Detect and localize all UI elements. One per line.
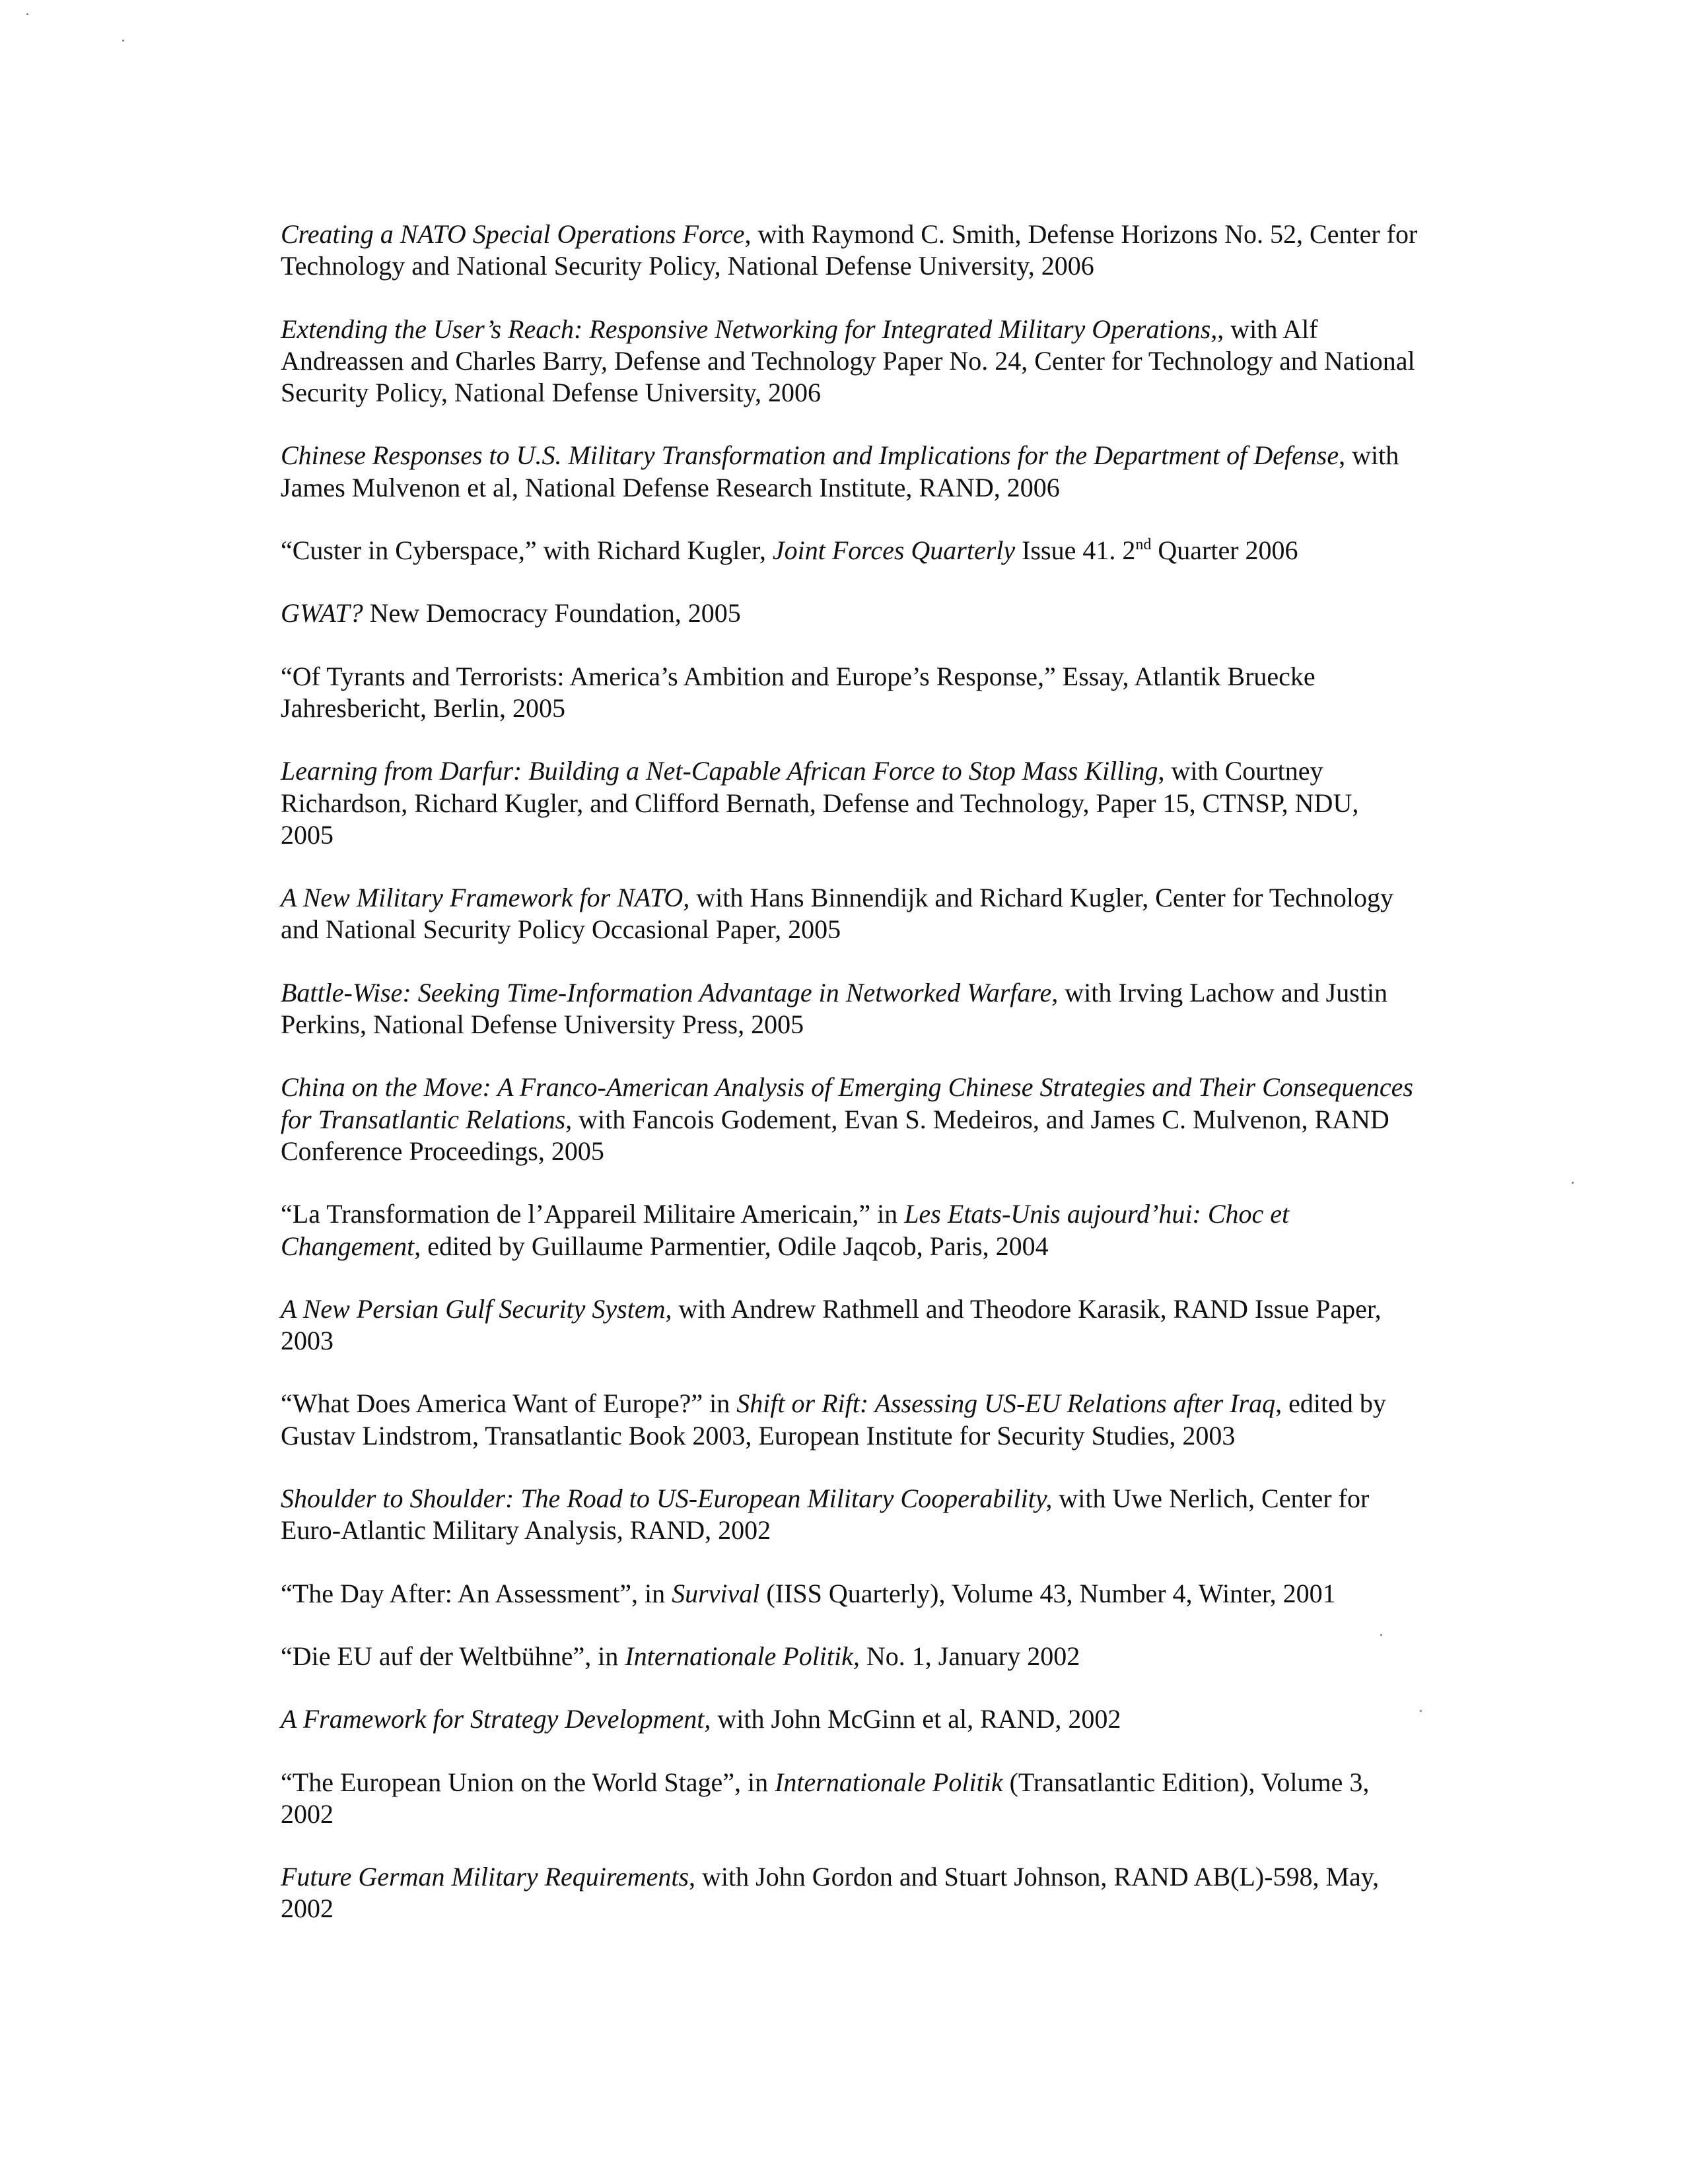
italic-title-text: Les Etats-Unis aujourd’hui: Choc et — [904, 1199, 1290, 1229]
citation-text: “The Day After: An Assessment”, in — [281, 1578, 672, 1608]
citation-text: “Custer in Cyberspace,” with Richard Kugler, — [281, 535, 773, 566]
bibliography-entry — [281, 882, 1502, 946]
italic-title-text: Internationale Politik — [775, 1767, 1003, 1797]
bibliography-entry — [281, 1293, 1502, 1357]
entry-line — [281, 1293, 1502, 1325]
citation-text: New Democracy Foundation, 2005 — [363, 598, 741, 629]
citation-text: No. 1, January 2002 — [859, 1641, 1080, 1671]
citation-text: (Transatlantic Edition), Volume 3, — [1002, 1767, 1370, 1797]
citation-text: Andreassen and Charles Barry, Defense and Technology Paper No. 24, Center for Technology and National — [281, 345, 1415, 376]
citation-text: 2003 — [281, 1326, 333, 1356]
citation-text: , with — [1339, 440, 1399, 471]
citation-text: Quarter 2006 — [1151, 535, 1298, 566]
italic-title-text: Shift or Rift: Assessing US-EU Relations after Iraq — [736, 1388, 1276, 1419]
citation-text: “The European Union on the World Stage”, in — [281, 1767, 775, 1797]
bibliography-entry — [281, 977, 1502, 1041]
entry-line — [281, 819, 1502, 851]
entry-line — [281, 1388, 1502, 1419]
scan-speck — [1380, 1634, 1382, 1636]
italic-title-text: Future German Military Requirements — [281, 1862, 689, 1892]
bibliography-entry — [281, 1767, 1502, 1831]
citation-text: Security Policy, National Defense University, 2006 — [281, 378, 821, 408]
entry-line — [281, 1072, 1502, 1103]
bibliography-entry — [281, 1861, 1502, 1925]
bibliography-entry — [281, 440, 1502, 504]
citation-text: Euro-Atlantic Military Analysis, RAND, 2002 — [281, 1515, 771, 1546]
citation-text: Perkins, National Defense University Press, 2005 — [281, 1009, 804, 1040]
entry-line — [281, 1136, 1502, 1167]
entry-line — [281, 1515, 1502, 1546]
entry-line — [281, 314, 1502, 345]
entry-line — [281, 788, 1502, 819]
citation-text: Issue 41. 2 — [1015, 535, 1136, 566]
italic-title-text: A New Military Framework for NATO, — [281, 883, 690, 913]
entry-line — [281, 882, 1502, 914]
citation-text: , with Alf — [1217, 314, 1318, 344]
bibliography-entry — [281, 314, 1502, 409]
entry-line — [281, 1104, 1502, 1136]
bibliography-entry — [281, 597, 1502, 629]
bibliography-entry — [281, 1641, 1502, 1672]
italic-title-text: China on the Move: A Franco-American Analysis of Emerging Chinese Strategies and Their Consequences — [281, 1072, 1413, 1103]
scan-speck — [26, 13, 28, 15]
entry-line — [281, 661, 1502, 693]
citation-text: , with Courtney — [1158, 756, 1323, 786]
citation-text: “Die EU auf der Weltbühne”, in — [281, 1641, 625, 1671]
entry-line — [281, 1420, 1502, 1452]
citation-text: with Hans Binnendijk and Richard Kugler, Center for Technology — [689, 883, 1394, 913]
entry-line — [281, 345, 1502, 377]
entry-line — [281, 377, 1502, 409]
citation-text: (IISS Quarterly), Volume 43, Number 4, Winter, 2001 — [759, 1578, 1336, 1608]
italic-title-text: Learning from Darfur: Building a Net-Capable African Force to Stop Mass Killing — [281, 756, 1158, 786]
citation-text: 2005 — [281, 819, 333, 850]
entry-line — [281, 219, 1502, 250]
entry-line — [281, 440, 1502, 471]
citation-text: and National Security Policy Occasional Paper, 2005 — [281, 914, 841, 945]
bibliography-entry — [281, 1578, 1502, 1610]
italic-title-text: GWAT? — [281, 598, 363, 629]
italic-title-text: Survival — [672, 1578, 760, 1608]
entry-line — [281, 250, 1502, 282]
citation-text: 2002 — [281, 1894, 333, 1924]
citation-text: James Mulvenon et al, National Defense Research Institute, RAND, 2006 — [281, 472, 1060, 502]
citation-text: “What Does America Want of Europe?” in — [281, 1388, 737, 1419]
superscript-text: nd — [1135, 536, 1152, 554]
scan-speck — [1572, 1182, 1574, 1184]
italic-title-text: Chinese Responses to U.S. Military Transformation and Implications for the Department of Defense — [281, 440, 1339, 471]
italic-title-text: Creating a NATO Special Operations Force — [281, 219, 745, 249]
entry-line — [281, 1325, 1502, 1357]
citation-text: Conference Proceedings, 2005 — [281, 1136, 604, 1166]
entry-line — [281, 1641, 1502, 1672]
entry-line — [281, 977, 1502, 1009]
citation-text: Jahresbericht, Berlin, 2005 — [281, 693, 565, 723]
bibliography-entry — [281, 1483, 1502, 1547]
entry-line — [281, 1198, 1502, 1230]
italic-title-text: for Transatlantic Relations, — [281, 1104, 573, 1134]
citation-text: with Irving Lachow and Justin — [1058, 977, 1388, 1007]
italic-title-text: Shoulder to Shoulder: The Road to US-European Military Cooperability, — [281, 1484, 1053, 1514]
citation-text: , with John Gordon and Stuart Johnson, RAND AB(L)-598, May, — [689, 1862, 1380, 1892]
bibliography-entry — [281, 661, 1502, 725]
entry-line — [281, 1703, 1502, 1735]
entry-line — [281, 755, 1502, 787]
citation-text: with Uwe Nerlich, Center for — [1052, 1484, 1370, 1514]
citation-text: 2002 — [281, 1798, 333, 1829]
bibliography-entry — [281, 1388, 1502, 1452]
bibliography-entry — [281, 1703, 1502, 1735]
citation-text: Technology and National Security Policy, National Defense University, 2006 — [281, 251, 1094, 281]
bibliography-entry — [281, 1072, 1502, 1167]
italic-title-text: Changement — [281, 1231, 415, 1261]
entry-line — [281, 1893, 1502, 1925]
entry-line — [281, 1578, 1502, 1610]
entry-line — [281, 1009, 1502, 1041]
entry-line — [281, 1861, 1502, 1893]
italic-title-text: Extending the User’s Reach: Responsive Networking for Integrated Military Operations, — [281, 314, 1218, 344]
citation-text: , edited by — [1275, 1388, 1386, 1419]
bibliography-entry — [281, 1198, 1502, 1262]
citation-text: Richardson, Richard Kugler, and Clifford Bernath, Defense and Technology, Paper 15, CTNSP, NDU, — [281, 788, 1359, 818]
scan-speck — [1420, 1710, 1422, 1712]
entry-line — [281, 472, 1502, 504]
entry-line — [281, 693, 1502, 724]
citation-text: with John McGinn et al, RAND, 2002 — [711, 1704, 1121, 1734]
scan-speck — [122, 40, 124, 42]
entry-line — [281, 1798, 1502, 1830]
bibliography-entry — [281, 535, 1502, 566]
citation-text: , edited by Guillaume Parmentier, Odile Jaqcob, Paris, 2004 — [414, 1231, 1049, 1261]
italic-title-text: Internationale Politik, — [625, 1641, 860, 1671]
citation-text: with Fancois Godement, Evan S. Medeiros, and James C. Mulvenon, RAND — [572, 1104, 1389, 1134]
bibliography-entry — [281, 219, 1502, 283]
italic-title-text: A New Persian Gulf Security System, — [281, 1293, 672, 1324]
citation-text: “Of Tyrants and Terrorists: America’s Ambition and Europe’s Response,” Essay, Atlantik Bruecke — [281, 661, 1316, 691]
entry-line — [281, 597, 1502, 629]
entry-line — [281, 914, 1502, 945]
entry-line — [281, 535, 1502, 566]
bibliography-entry — [281, 755, 1502, 851]
citation-text: “La Transformation de l’Appareil Militaire Americain,” in — [281, 1199, 905, 1229]
entry-line — [281, 1483, 1502, 1515]
entry-line — [281, 1231, 1502, 1262]
bibliography-list — [281, 219, 1502, 1956]
citation-text: with Andrew Rathmell and Theodore Karasik, RAND Issue Paper, — [672, 1293, 1382, 1324]
italic-title-text: Battle-Wise: Seeking Time-Information Advantage in Networked Warfare, — [281, 977, 1059, 1007]
italic-title-text: Joint Forces Quarterly — [772, 535, 1016, 566]
citation-text: Gustav Lindstrom, Transatlantic Book 2003, European Institute for Security Studies, 2003 — [281, 1420, 1236, 1450]
entry-line — [281, 1767, 1502, 1798]
citation-text: , with Raymond C. Smith, Defense Horizons No. 52, Center for — [744, 219, 1418, 249]
italic-title-text: A Framework for Strategy Development, — [281, 1704, 711, 1734]
